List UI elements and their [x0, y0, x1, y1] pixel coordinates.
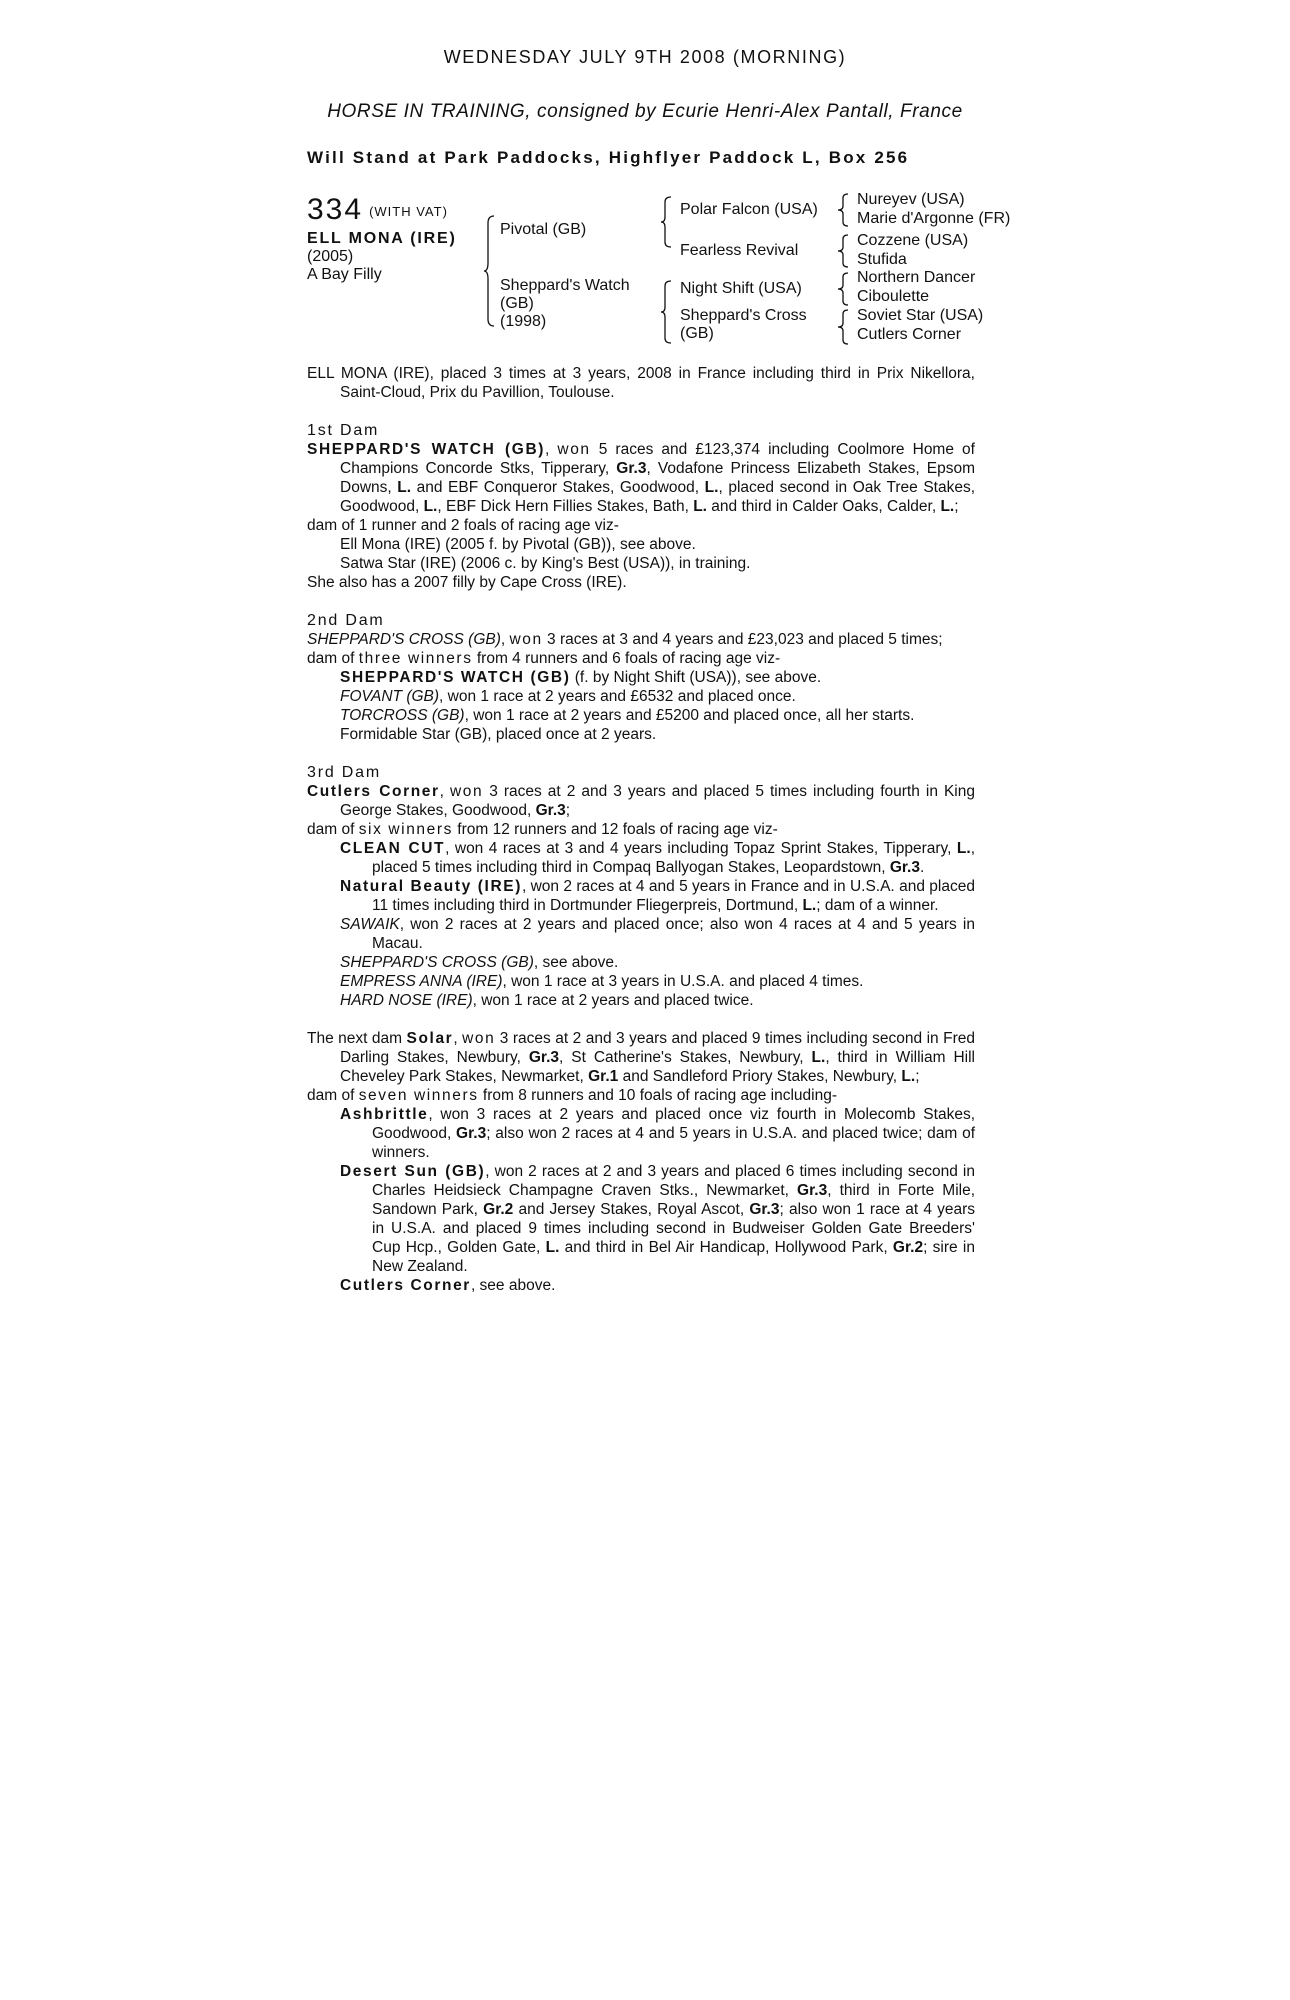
first-dam-foal: Ell Mona (IRE) (2005 f. by Pivotal (GB)), see above.	[340, 536, 696, 553]
pedigree-gen3-8: Cutlers Corner	[857, 326, 962, 343]
first-dam-also: She also has a 2007 filly by Cape Cross (IRE).	[307, 574, 627, 591]
second-dam-record: SHEPPARD'S CROSS (GB), won 3 races at 3 and 4 years and £23,023 and placed 5 times;	[307, 631, 943, 648]
pedigree-brace-sire	[661, 196, 673, 248]
lot-number: 334	[307, 193, 364, 226]
horse-description: A Bay Filly	[307, 266, 382, 283]
fourth-dam-record: The next dam Solar, won 3 races at 2 and 3 years and placed 9 times including second in Fred Darling Stakes, Newbury, Gr.3, St Catherine's Stakes, Newbury, L., third in William Hill Cheveley Park Stakes, Newmarket, Gr.1 and Sandleford Priory Stakes, Newbury, L.;	[307, 1030, 975, 1085]
vat-note: (WITH VAT)	[369, 204, 448, 219]
third-dam-produce-intro: dam of six winners from 12 runners and 12 foals of racing age viz-	[307, 821, 778, 838]
pedigree-dam: Sheppard's Watch (GB) (1998)	[500, 277, 630, 330]
pedigree-sire: Pivotal (GB)	[500, 221, 587, 238]
second-dam-produce: FOVANT (GB), won 1 race at 2 years and £6532 and placed once.	[340, 688, 796, 705]
pedigree-gen3-3: Cozzene (USA)	[857, 232, 969, 249]
fourth-dam-produce: Cutlers Corner, see above.	[340, 1277, 556, 1294]
sale-date-heading: WEDNESDAY JULY 9TH 2008 (MORNING)	[443, 47, 847, 67]
pedigree-gen3-7: Soviet Star (USA)	[857, 307, 984, 324]
fourth-dam-produce-intro: dam of seven winners from 8 runners and 10 foals of racing age including-	[307, 1087, 838, 1104]
third-dam-produce: EMPRESS ANNA (IRE), won 1 race at 3 years in U.S.A. and placed 4 times.	[340, 973, 864, 990]
second-dam-produce: Formidable Star (GB), placed once at 2 years.	[340, 726, 657, 743]
third-dam-produce: CLEAN CUT, won 4 races at 3 and 4 years including Topaz Sprint Stakes, Tipperary, L., placed 5 times including third in Compaq Ballyogan Stakes, Leopardstown, Gr.3.	[340, 840, 976, 876]
fourth-dam-produce: Desert Sun (GB), won 2 races at 2 and 3 years and placed 6 times including second in Charles Heidsieck Champagne Craven Stks., Newmarket, Gr.3, third in Forte Mile, Sandown Park, Gr.2 and Jersey Stakes, Royal Ascot, Gr.3; also won 1 race at 4 years in U.S.A. and placed 9 times including second in Budweiser Golden Gate Breeders' Cup Hcp., Golden Gate, L. and third in Bel Air Handicap, Hollywood Park, Gr.2; sire in New Zealand.	[340, 1163, 976, 1275]
third-dam-produce: SHEPPARD'S CROSS (GB), see above.	[340, 954, 619, 971]
pedigree-brace-ds	[838, 272, 850, 306]
fourth-dam-produce: Ashbrittle, won 3 races at 2 years and placed once viz fourth in Molecomb Stakes, Goodwood, Gr.3; also won 2 races at 4 and 5 years in U.S.A. and placed twice; dam of winners.	[340, 1106, 976, 1161]
first-dam-record: SHEPPARD'S WATCH (GB), won 5 races and £123,374 including Coolmore Home of Champions Concorde Stks, Tipperary, Gr.3, Vodafone Princess Elizabeth Stakes, Epsom Downs, L. and EBF Conqueror Stakes, Goodwood, L., placed second in Oak Tree Stakes, Goodwood, L., EBF Dick Hern Fillies Stakes, Bath, L. and third in Calder Oaks, Calder, L.;	[307, 441, 976, 515]
horse-name: ELL MONA (IRE)	[307, 230, 457, 247]
lot-block	[307, 193, 467, 284]
pedigree-brace-dam	[661, 280, 673, 344]
first-dam-produce-intro: dam of 1 runner and 2 foals of racing age viz-	[307, 517, 619, 534]
third-dam-produce: SAWAIK, won 2 races at 2 years and placed once; also won 4 races at 4 and 5 years in Macau.	[340, 916, 975, 952]
second-dam-produce-intro: dam of three winners from 4 runners and 6 foals of racing age viz-	[307, 650, 781, 667]
pedigree-brace-ss	[838, 193, 850, 227]
pedigree-sire-dam: Fearless Revival	[680, 242, 799, 259]
third-dam-produce: HARD NOSE (IRE), won 1 race at 2 years and placed twice.	[340, 992, 754, 1009]
second-dam-heading: 2nd Dam	[307, 612, 385, 629]
pedigree-gen3-6: Ciboulette	[857, 288, 930, 305]
horse-summary: ELL MONA (IRE), placed 3 times at 3 years, 2008 in France including third in Prix Nikellora, Saint-Cloud, Prix du Pavillion, Toulouse.	[307, 365, 975, 401]
consignment-heading: HORSE IN TRAINING, consigned by Ecurie Henri-Alex Pantall, France	[327, 101, 963, 122]
first-dam-foal: Satwa Star (IRE) (2006 c. by King's Best (USA)), in training.	[340, 555, 751, 572]
pedigree-gen3-2: Marie d'Argonne (FR)	[857, 210, 1011, 227]
pedigree-dam-dam: Sheppard's Cross (GB)	[680, 307, 807, 342]
pedigree-gen3-4: Stufida	[857, 251, 907, 268]
pedigree-gen3-5: Northern Dancer	[857, 269, 976, 286]
third-dam-heading: 3rd Dam	[307, 764, 381, 781]
stand-location: Will Stand at Park Paddocks, Highflyer Paddock L, Box 256	[307, 148, 910, 167]
first-dam-heading: 1st Dam	[307, 422, 380, 439]
catalogue-body	[307, 364, 975, 1295]
second-dam-produce: TORCROSS (GB), won 1 race at 2 years and £5200 and placed once, all her starts.	[340, 707, 915, 724]
pedigree-brace-dd	[838, 309, 850, 345]
pedigree-dam-sire: Night Shift (USA)	[680, 280, 802, 297]
second-dam-produce: SHEPPARD'S WATCH (GB) (f. by Night Shift (USA)), see above.	[340, 669, 822, 686]
pedigree-brace-sd	[838, 234, 850, 268]
pedigree-gen3-1: Nureyev (USA)	[857, 191, 965, 208]
horse-year: (2005)	[307, 248, 354, 265]
lot-number-line	[307, 193, 467, 227]
pedigree-sire-sire: Polar Falcon (USA)	[680, 201, 818, 218]
third-dam-produce: Natural Beauty (IRE), won 2 races at 4 and 5 years in France and in U.S.A. and placed 11 times including third in Dortmunder Fliegerpreis, Dortmund, L.; dam of a winner.	[340, 878, 975, 914]
pedigree-brace-main	[484, 215, 496, 327]
third-dam-record: Cutlers Corner, won 3 races at 2 and 3 years and placed 5 times including fourth in King George Stakes, Goodwood, Gr.3;	[307, 783, 975, 819]
